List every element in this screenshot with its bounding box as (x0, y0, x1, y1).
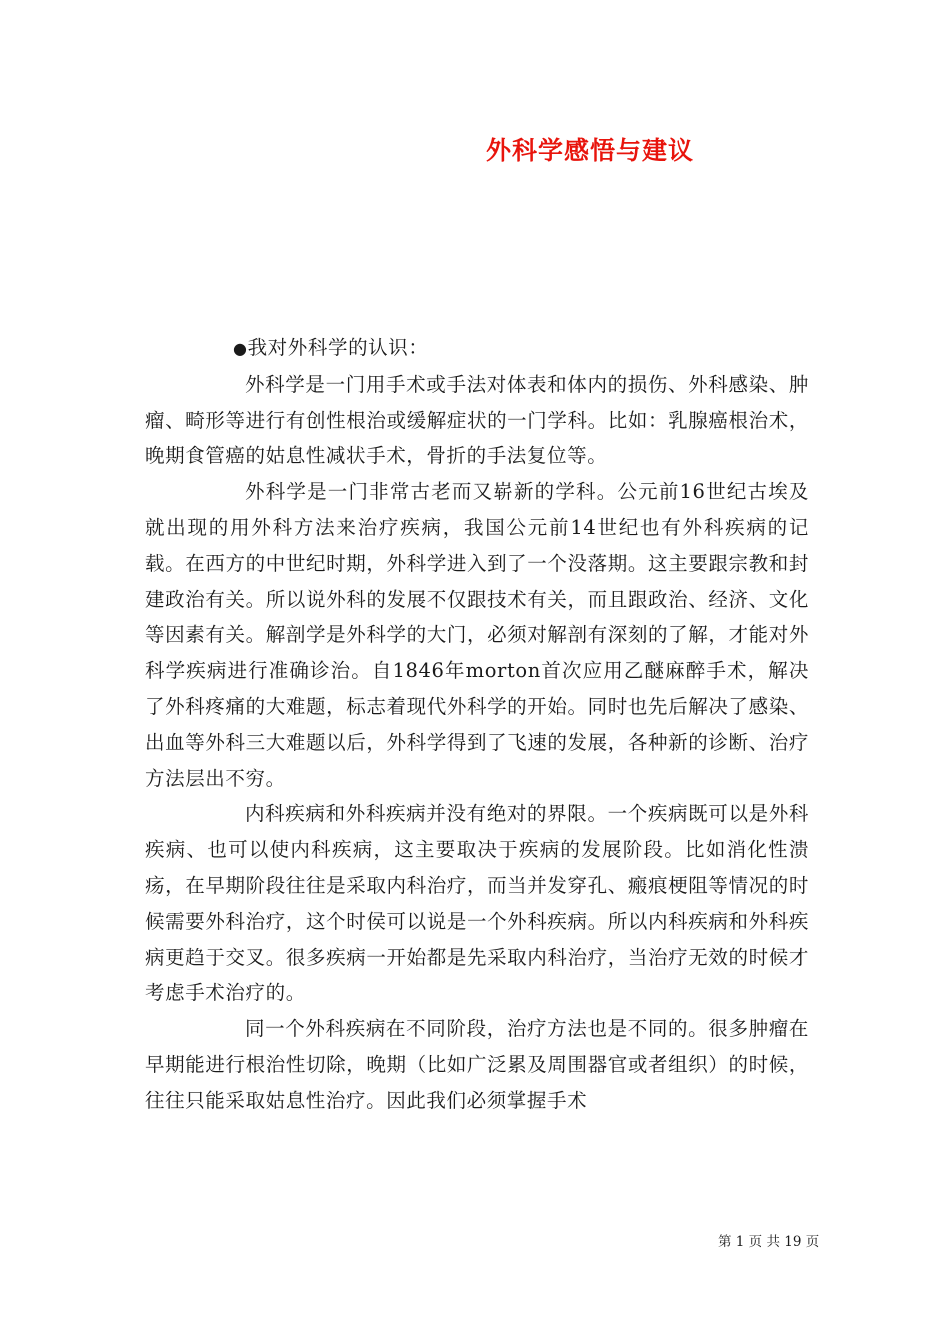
section-heading-text: 我对外科学的认识： (247, 336, 429, 359)
document-body (145, 330, 809, 1119)
page-number-footer: 第 1 页 共 19 页 (718, 1234, 820, 1250)
document-title: 外科学感悟与建议 (485, 136, 694, 165)
paragraph-3: 内科疾病和外科疾病并没有绝对的界限。一个疾病既可以是外科疾病、也可以使内科疾病，这主要取决于疾病的发展阶段。比如消化性溃疡，在早期阶段往往是采取内科治疗，而当并发穿孔、瘢痕梗阻等情况的时候需要外科治疗，这个时侯可以说是一个外科疾病。所以内科疾病和外科疾病更趋于交叉。很多疾病一开始都是先采取内科治疗，当治疗无效的时候才考虑手术治疗的。 (145, 802, 809, 1005)
bullet-icon: ● (233, 339, 248, 358)
paragraph-1: 外科学是一门用手术或手法对体表和体内的损伤、外科感染、肿瘤、畸形等进行有创性根治或缓解症状的一门学科。比如：乳腺癌根治术，晚期食管癌的姑息性减状手术，骨折的手法复位等。 (145, 372, 809, 468)
section-heading (145, 330, 809, 367)
paragraph-2: 外科学是一门非常古老而又崭新的学科。公元前16世纪古埃及就出现的用外科方法来治疗疾病，我国公元前14世纪也有外科疾病的记载。在西方的中世纪时期，外科学进入到了一个没落期。这主要跟宗教和封建政治有关。所以说外科的发展不仅跟技术有关，而且跟政治、经济、文化等因素有关。解剖学是外科学的大门，必须对解剖有深刻的了解，才能对外科学疾病进行准确诊治。自1846年morton首次应用乙醚麻醉手术，解决了外科疼痛的大难题，标志着现代外科学的开始。同时也先后解决了感染、出血等外科三大难题以后，外科学得到了飞速的发展，各种新的诊断、治疗方法层出不穷。 (145, 480, 809, 790)
paragraph-4: 同一个外科疾病在不同阶段，治疗方法也是不同的。很多肿瘤在早期能进行根治性切除，晚期（比如广泛累及周围器官或者组织）的时候，往往只能采取姑息性治疗。因此我们必须掌握手术 (145, 1017, 809, 1112)
